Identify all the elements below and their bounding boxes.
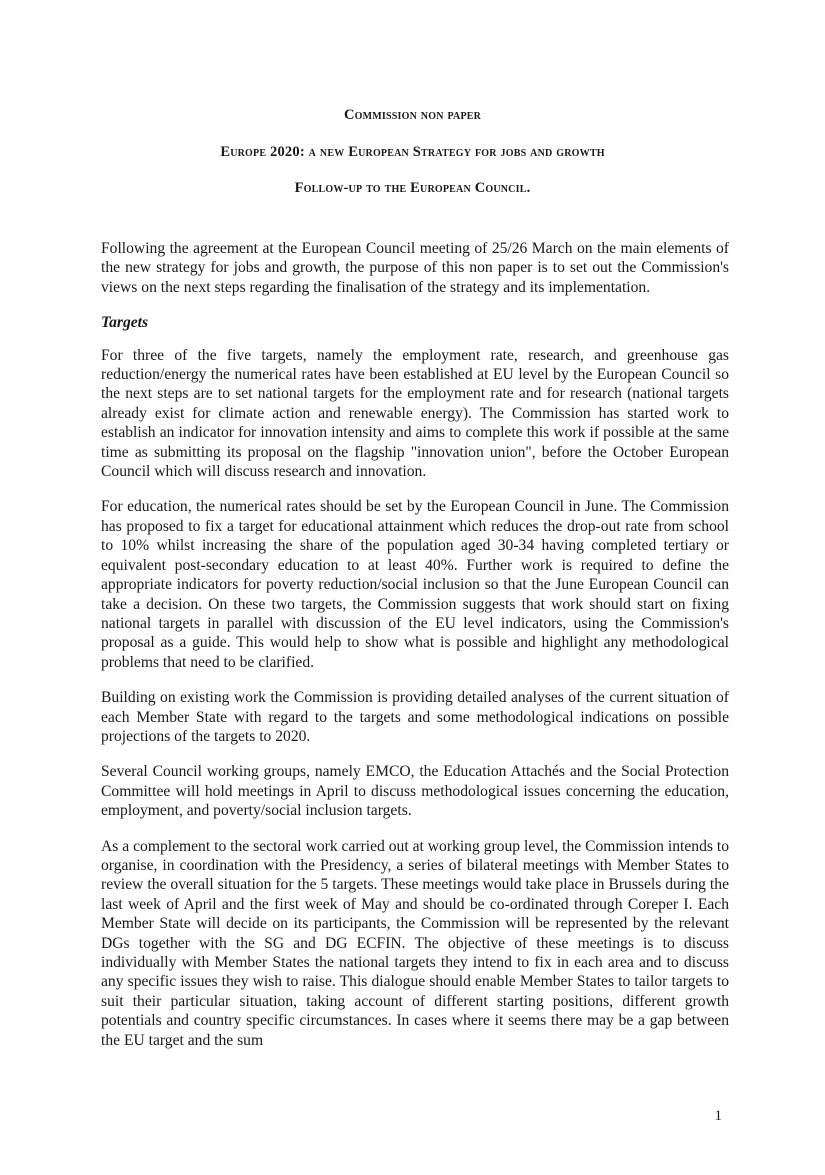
paragraph-education-targets: For education, the numerical rates should be set by the European Council in June. The Commission has proposed to fix a target for educational attainment which reduces the drop-out rate from school to 10% whilst increasing the share of the population aged 30-34 having completed tertiary or equivalent post-secondary education to at least 40%. Further work is required to define the appropriate indicators for poverty reduction/social inclusion so that the June European Council can take a decision. On these two targets, the Commission suggests that work should start on fixing national targets in parallel with discussion of the EU level indicators, using the Commission's proposal as a guide. This would help to show what is possible and highlight any methodological problems that need to be clarified. — [101, 498, 729, 671]
document-subtitle-followup: Follow-up to the European Council. — [294, 180, 531, 196]
paragraph-working-groups: Several Council working groups, namely EMCO, the Education Attachés and the Social Protection Committee will hold meetings in April to discuss methodological issues concerning the education, employment, and poverty/social inclusion targets. — [101, 763, 729, 820]
section-title-targets: Targets — [101, 314, 149, 332]
paragraph-bilateral-meetings: As a complement to the sectoral work carried out at working group level, the Commission intends to organise, in coordination with the Presidency, a series of bilateral meetings with Member States to review the overall situation for the 5 targets. These meetings would take place in Brussels during the last week of April and the first week of May and should be co-ordinated through Coreper I. Each Member State will decide on its participants, the Commission will be represented by the relevant DGs together with the SG and DG ECFIN. The objective of these meetings is to discuss individually with Member States the national targets they intend to fix in each area and to discuss any specific issues they wish to raise. This dialogue should enable Member States to tailor targets to suit their particular situation, taking account of different starting positions, different growth potentials and country specific circumstances. In cases where it seems there may be a gap between the EU target and the sum — [101, 837, 729, 1049]
intro-paragraph: Following the agreement at the European Council meeting of 25/26 March on the main elements of the new strategy for jobs and growth, the purpose of this non paper is to set out the Commission's views on the next steps regarding the finalisation of the strategy and its implementation. — [101, 240, 729, 296]
document-title: Commission non paper — [343, 107, 482, 123]
document-subtitle: Europe 2020: a new European Strategy for jobs and growth — [220, 144, 605, 160]
page-number: 1 — [714, 1108, 722, 1124]
document-body — [101, 239, 729, 1066]
paragraph-targets-research: For three of the five targets, namely the employment rate, research, and greenhouse gas reduction/energy the numerical rates have been established at EU level by the European Council so the next steps are to set national targets for the employment rate and for research (national targets already exist for climate action and renewable energy). The Commission has started work to establish an indicator for innovation intensity and aims to complete this work if possible at the same time as submitting its proposal on the flagship "innovation union", before the October European Council which will discuss research and innovation. — [101, 346, 729, 481]
paragraph-analyses: Building on existing work the Commission is providing detailed analyses of the current situation of each Member State with regard to the targets and some methodological indications on possible projections of the targets to 2020. — [101, 689, 729, 745]
